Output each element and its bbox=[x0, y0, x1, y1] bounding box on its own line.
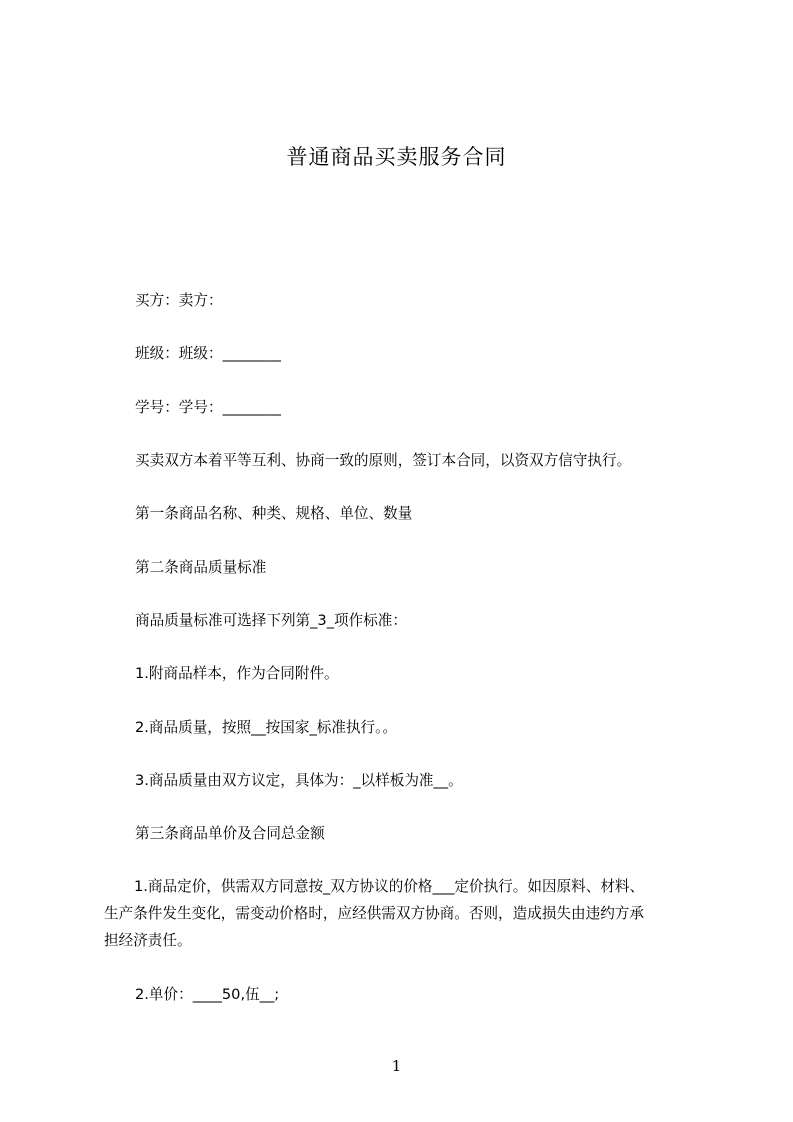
student-id-line: 学号：学号：________ bbox=[135, 399, 281, 416]
preamble-paragraph: 买卖双方本着平等互利、协商一致的原则，签订本合同，以资双方信守执行。 bbox=[135, 452, 632, 469]
page-number: 1 bbox=[391, 1057, 402, 1075]
article-2-heading: 第二条商品质量标准 bbox=[135, 559, 267, 576]
pricing-clause-paragraph bbox=[104, 873, 704, 954]
buyer-seller-line: 买方：卖方： bbox=[135, 292, 223, 309]
quality-item-2: 2.商品质量，按照__按国家_标准执行。。 bbox=[135, 719, 398, 736]
document-title: 普通商品买卖服务合同 bbox=[286, 145, 507, 169]
pricing-clause-line-3: 担经济责任。 bbox=[104, 932, 192, 949]
quality-item-3: 3.商品质量由双方议定，具体为：_以样板为准__。 bbox=[135, 772, 463, 789]
pricing-clause-line-1: 1.商品定价，供需双方同意按_双方协议的价格___定价执行。如因原料、材料、 bbox=[134, 878, 645, 895]
class-line: 班级：班级：________ bbox=[135, 345, 281, 362]
quality-item-1: 1.附商品样本，作为合同附件。 bbox=[135, 665, 339, 682]
article-3-heading: 第三条商品单价及合同总金额 bbox=[135, 825, 325, 842]
unit-price-line: 2.单价：____50,伍__; bbox=[135, 986, 280, 1003]
pricing-clause-line-2: 生产条件发生变化，需变动价格时，应经供需双方协商。否则，造成损失由违约方承 bbox=[104, 905, 644, 922]
article-1-heading: 第一条商品名称、种类、规格、单位、数量 bbox=[135, 505, 413, 522]
quality-standard-intro: 商品质量标准可选择下列第_3_项作标准： bbox=[135, 612, 407, 629]
